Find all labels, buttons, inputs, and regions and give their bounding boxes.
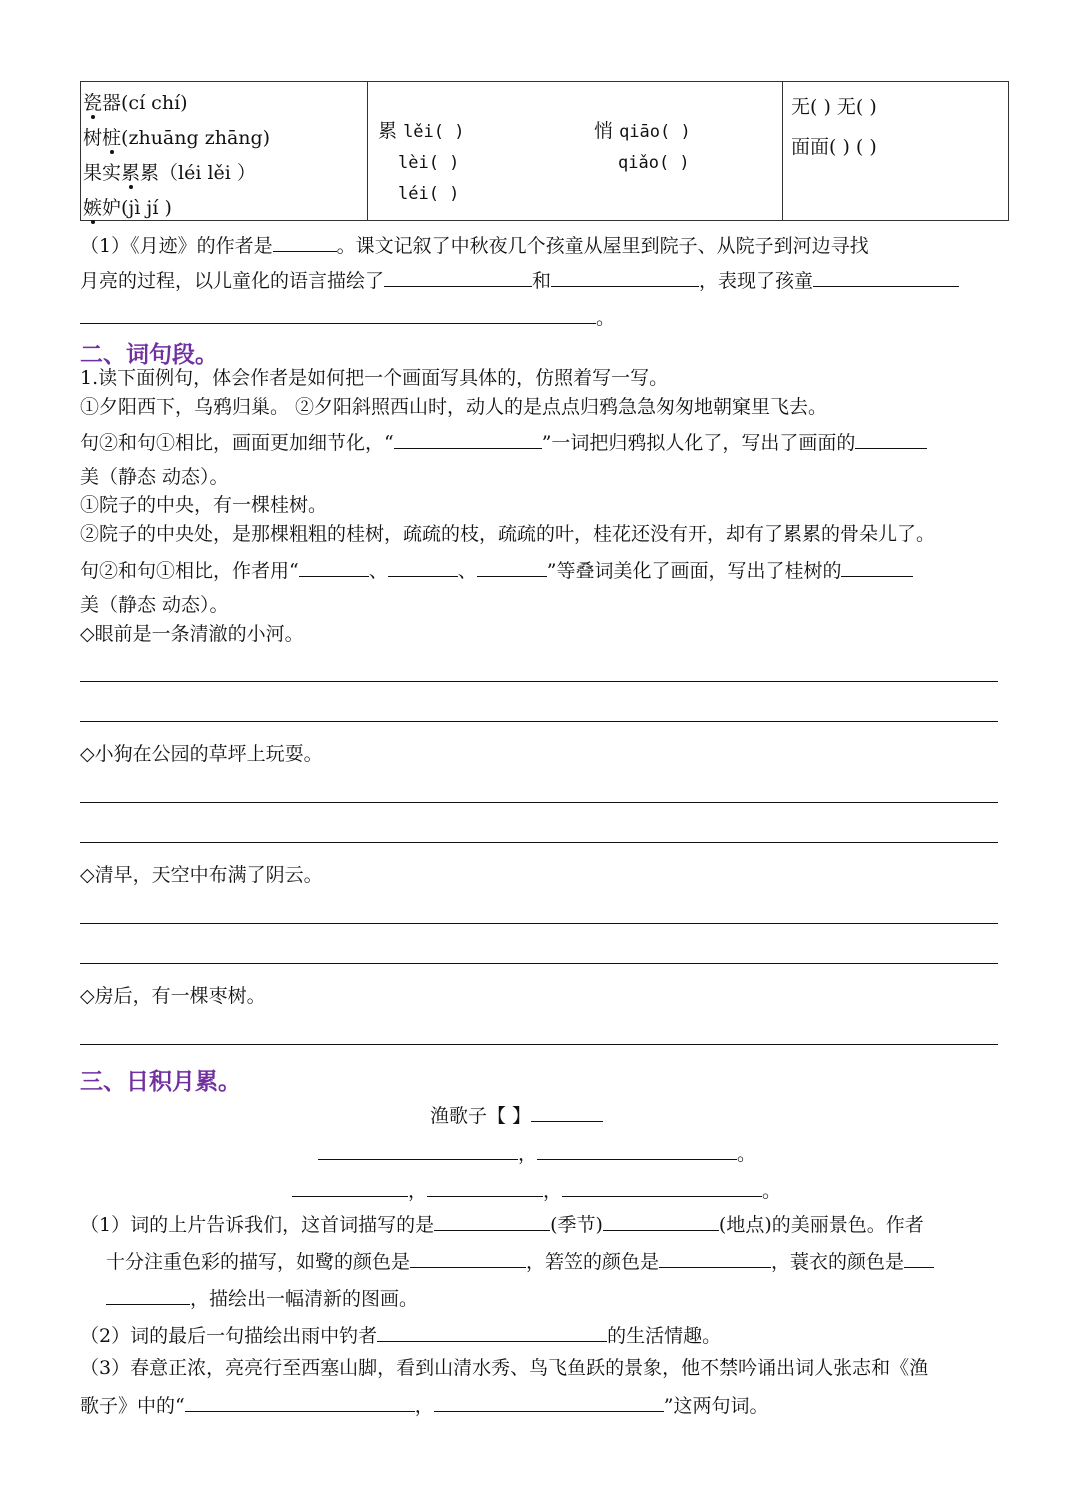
answer-line[interactable]	[80, 842, 998, 843]
poem-blank[interactable]	[537, 1141, 737, 1160]
qiao-line-2: qiǎo( )	[618, 153, 690, 173]
compare-1-end: 美（静态 动态）。	[80, 466, 229, 488]
child-blank[interactable]	[813, 268, 959, 287]
reduplicated-blank-2[interactable]	[388, 558, 458, 577]
poem-line-2: ， ， 。	[292, 1178, 781, 1202]
example-2-1: ①院子的中央，有一棵桂树。	[80, 494, 328, 516]
beauty-type-blank-2[interactable]	[841, 558, 913, 577]
poem-blank[interactable]	[562, 1178, 762, 1197]
idiom-line-1: 无( ) 无( )	[791, 96, 877, 118]
pronunciation-table	[80, 81, 1009, 221]
poem-blank[interactable]	[318, 1141, 518, 1160]
hat-color-blank[interactable]	[659, 1249, 771, 1268]
scene-blank-2[interactable]	[551, 268, 699, 287]
table-cell-idioms	[783, 82, 1009, 221]
scene-blank-1[interactable]	[384, 268, 532, 287]
reduplicated-blank-1[interactable]	[299, 558, 369, 577]
lei-group: 累 lěi( )	[378, 120, 465, 142]
answer-line[interactable]	[80, 1044, 998, 1045]
item-shuzhuang: 树桩(zhuāng zhāng)	[83, 127, 271, 149]
table-cell-polyphone-choice	[81, 82, 368, 221]
compare-2-end: 美（静态 动态）。	[80, 594, 229, 616]
reduplicated-blank-3[interactable]	[477, 558, 547, 577]
answer-line[interactable]	[80, 963, 998, 964]
compare-2: 句②和句①相比，作者用“ 、 、 ”等叠词美化了画面，写出了桂树的	[80, 558, 913, 582]
item-ciqi: 瓷器(cí chí)	[83, 92, 188, 114]
personify-word-blank[interactable]	[394, 430, 542, 449]
s3-q3-line-1: （3）春意正浓，亮亮行至西塞山脚，看到山清水秀、鸟飞鱼跃的景象，他不禁吟诵出词人张志和《渔	[80, 1357, 929, 1379]
poem-author-blank[interactable]	[531, 1103, 603, 1122]
answer-line[interactable]	[80, 923, 998, 924]
prompt-river: ◇眼前是一条清澈的小河。	[80, 623, 304, 645]
answer-line[interactable]	[80, 721, 998, 722]
prompt-jujube: ◇房后，有一棵枣树。	[80, 985, 266, 1007]
s3-q2: （2）词的最后一句描绘出雨中钓者 的生活情趣。	[80, 1325, 722, 1347]
place-blank[interactable]	[603, 1212, 719, 1231]
example-2-2: ②院子的中央处，是那棵粗粗的桂树，疏疏的枝，疏疏的叶，桂花还没有开，却有了累累的骨朵儿了。	[80, 523, 936, 545]
idiom-line-2: 面面( ) ( )	[791, 136, 877, 158]
beauty-type-blank-1[interactable]	[855, 430, 927, 449]
answer-line[interactable]	[80, 802, 998, 803]
compare-1: 句②和句①相比，画面更加细节化，“ ”一词把归鸦拟人化了，写出了画面的	[80, 430, 927, 454]
item-jidu: 嫉妒(jì jí )	[83, 197, 172, 219]
item-leilei: 果实累累（léi lěi ）	[83, 162, 256, 184]
child-blank-cont[interactable]	[80, 305, 596, 324]
q1-instruction: 1.读下面例句，体会作者是如何把一个画面写具体的，仿照着写一写。	[80, 367, 669, 389]
prompt-clouds: ◇清早，天空中布满了阴云。	[80, 864, 323, 886]
qiao-group: 悄 qiāo( )	[594, 120, 691, 142]
example-1: ①夕阳西下，乌鸦归巢。 ②夕阳斜照西山时，动人的是点点归鸦急急匆匆地朝窠里飞去。	[80, 396, 828, 418]
cloak-color-blank[interactable]	[904, 1249, 934, 1268]
author-blank[interactable]	[273, 233, 337, 252]
yueji-line-3: 。	[80, 305, 615, 329]
s3-q1-line-3: ，描绘出一幅清新的图画。	[106, 1286, 418, 1310]
answer-line[interactable]	[80, 681, 998, 682]
s3-q3-line-2: 歌子》中的“ ， ”这两句词。	[80, 1395, 769, 1417]
verse-blank-1[interactable]	[185, 1393, 415, 1412]
yueji-line-1: （1）《月迹》的作者是 。课文记叙了中秋夜几个孩童从屋里到院子、从院子到河边寻找	[80, 235, 869, 257]
lei-line-2: lèi( )	[398, 153, 460, 173]
season-blank[interactable]	[434, 1212, 550, 1231]
poem-line-1: ， 。	[318, 1141, 756, 1165]
s3-q1-line-2: 十分注重色彩的描写，如鹭的颜色是 ，箬笠的颜色是 ，蓑衣的颜色是	[106, 1249, 934, 1273]
prompt-dog: ◇小狗在公园的草坪上玩耍。	[80, 743, 323, 765]
table-cell-polyphone-words	[368, 82, 783, 221]
section-2-heading: 二、词句段。	[80, 342, 218, 368]
lei-line-3: léi( )	[398, 184, 460, 204]
yueji-line-2: 月亮的过程，以儿童化的语言描绘了 和 ，表现了孩童	[80, 268, 959, 292]
poem-title: 渔歌子【 】	[430, 1103, 603, 1127]
s3-q1-line-1: （1）词的上片告诉我们，这首词描写的是 (季节) (地点)的美丽景色。作者	[80, 1214, 924, 1236]
poem-blank[interactable]	[292, 1178, 408, 1197]
fisher-blank[interactable]	[377, 1323, 607, 1342]
cloak-color-blank-cont[interactable]	[106, 1286, 190, 1305]
section-3-heading: 三、日积月累。	[80, 1069, 241, 1095]
verse-blank-2[interactable]	[434, 1393, 664, 1412]
poem-blank[interactable]	[427, 1178, 543, 1197]
egret-color-blank[interactable]	[410, 1249, 526, 1268]
